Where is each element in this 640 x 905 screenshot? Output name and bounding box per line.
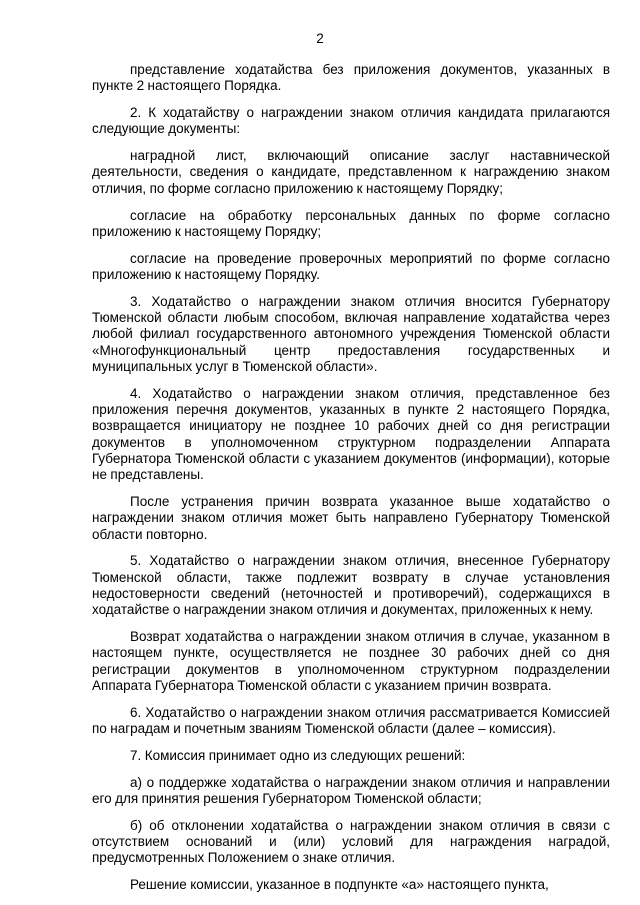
- paragraph: 6. Ходатайство о награждении знаком отличия рассматривается Комиссией по наградам и почетным званиям Тюменской области (далее – комиссия).: [92, 704, 610, 737]
- paragraph: Возврат ходатайства о награждении знаком отличия в случае, указанном в настоящем пункте, осуществляется не позднее 30 рабочих дней со дня регистрации документов в уполномоченном структурном подразделении Аппарата Губернатора Тюменской области с указанием причин возврата.: [92, 629, 610, 693]
- paragraph: 4. Ходатайство о награждении знаком отличия, представленное без приложения перечня документов, указанных в пункте 2 настоящего Порядка, возвращается инициатору не позднее 10 рабочих дней со дня регистрации документов в уполномоченном структурном подразделении Аппарата Губернатора Тюменской области с указанием документов (информации), которые не представлены.: [92, 385, 610, 483]
- paragraph: а) о поддержке ходатайства о награждении знаком отличия и направлении его для принятия решения Губернатором Тюменской области;: [92, 774, 610, 806]
- paragraph: б) об отклонении ходатайства о награждении знаком отличия в связи с отсутствием оснований и (или) условий для награждения наградой, предусмотренных Положением о знаке отличия.: [92, 817, 610, 866]
- paragraph: согласие на обработку персональных данных по форме согласно приложению к настоящему Порядку;: [92, 207, 610, 239]
- paragraph: 7. Комиссия принимает одно из следующих решений:: [130, 747, 466, 763]
- paragraph: Решение комиссии, указанное в подпункте «а» настоящего пункта,: [130, 877, 549, 893]
- paragraph: наградной лист, включающий описание заслуг наставнической деятельности, сведения о кандидате, представленном к награждению знаком отличия, по форме согласно приложению к настоящему Порядку;: [92, 148, 610, 196]
- document-body: [92, 62, 610, 893]
- paragraph: После устранения причин возврата указанное выше ходатайство о награждении знаком отличия может быть направлено Губернатору Тюменской области повторно.: [92, 494, 610, 542]
- page-number: 2: [316, 31, 324, 46]
- paragraph: согласие на проведение проверочных мероприятий по форме согласно приложению к настоящему Порядку.: [92, 250, 610, 282]
- paragraph: 3. Ходатайство о награждении знаком отличия вносится Губернатору Тюменской области любым способом, включая направление ходатайства через любой филиал государственного автономного учреждения Тюменской области «Многофункциональный центр предоставления государственных и муниципальных услуг в Тюменской области».: [92, 293, 610, 374]
- paragraph: представление ходатайства без приложения документов, указанных в пункте 2 настоящего Порядка.: [92, 62, 610, 94]
- paragraph: 2. К ходатайству о награждении знаком отличия кандидата прилагаются следующие документы:: [92, 105, 610, 137]
- paragraph: 5. Ходатайство о награждении знаком отличия, внесенное Губернатору Тюменской области, также подлежит возврату в случае установления недостоверности сведений (неточностей и противоречий), содержащихся в ходатайстве о награждении знаком отличия и документах, приложенных к нему.: [92, 553, 610, 618]
